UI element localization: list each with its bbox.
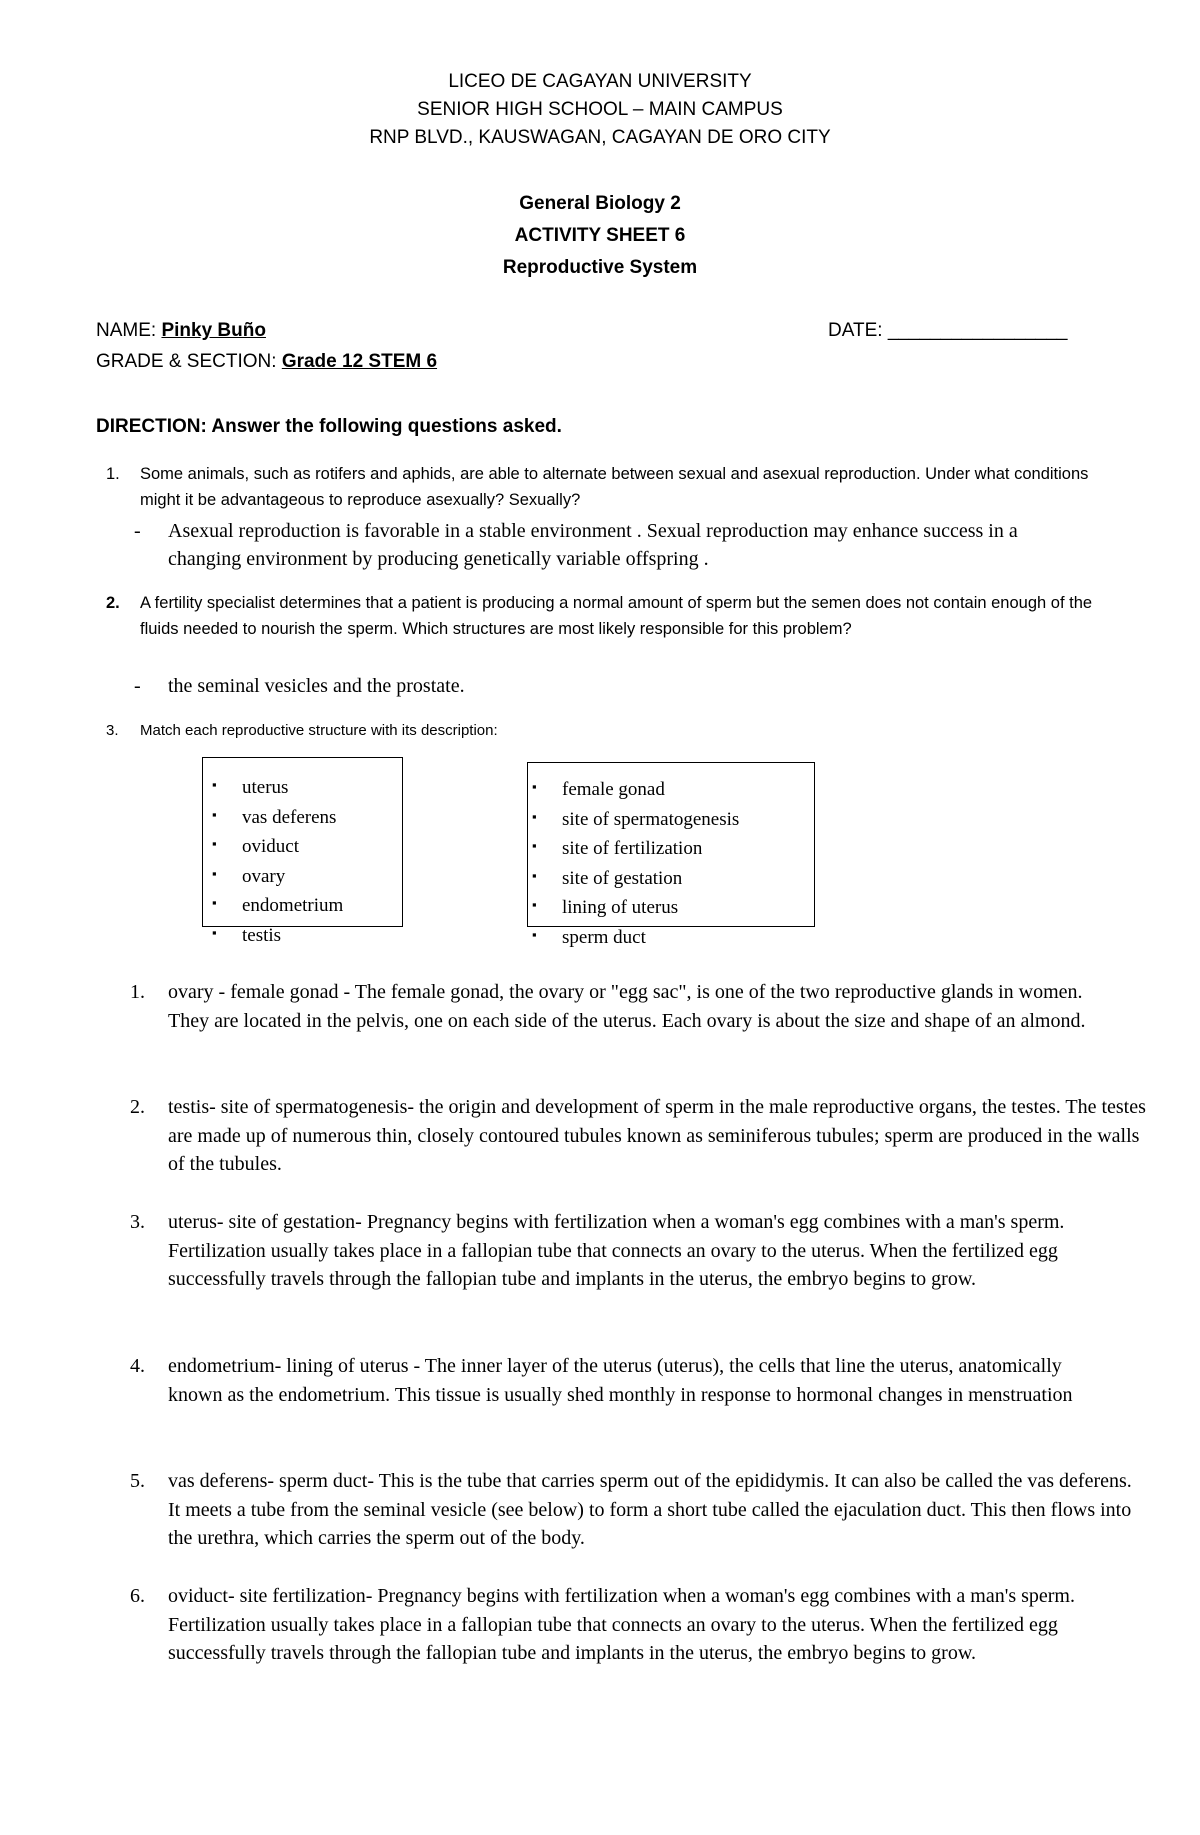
- structure-item: ▪ vas deferens: [212, 803, 343, 833]
- match-text: vas deferens- sperm duct- This is the tube that carries sperm out of the epididymis. It can also be called the vas deferens. It meets a tube from the seminal vesicle (see below) to form a short tube called the ejaculation duct. This then flows into the urethra, which carries the sperm out of the body.: [168, 1470, 1132, 1549]
- bullet-icon: ▪: [212, 806, 217, 822]
- question-text: Match each reproductive structure with its description:: [140, 722, 498, 739]
- structure-item: ▪ ovary: [212, 862, 343, 892]
- description-item: ▪ sperm duct: [532, 923, 739, 953]
- match-number: 5.: [130, 1470, 145, 1492]
- question-text: Some animals, such as rotifers and aphids, are able to alternate between sexual and asexual reproduction. Under what conditions might it be advantageous to reproduce asexually? Sexually?: [140, 465, 1089, 509]
- description-item: ▪ female gonad: [532, 775, 739, 805]
- question-number: 1.: [106, 465, 120, 483]
- bullet-icon: ▪: [532, 779, 537, 794]
- school-address: RNP BLVD., KAUSWAGAN, CAGAYAN DE ORO CITY: [369, 127, 831, 148]
- bullet-icon: ▪: [212, 895, 217, 910]
- answer-text: the seminal vesicles and the prostate.: [168, 675, 465, 697]
- structure-item: ▪ testis: [212, 921, 343, 951]
- match-answer-5: [130, 1467, 1140, 1553]
- school-header: [0, 68, 1200, 152]
- bullet-icon: ▪: [532, 926, 537, 942]
- match-number: 4.: [130, 1355, 145, 1377]
- match-number: 6.: [130, 1585, 145, 1607]
- question-number: 3.: [106, 722, 119, 739]
- description-item: ▪ site of gestation: [532, 864, 739, 894]
- match-text: uterus- site of gestation- Pregnancy begins with fertilization when a woman's egg combines with a man's sperm. Fertilization usually takes place in a fallopian tube that connects an ovary to the uterus. When the fertilized egg successfully travels through the fallopian tube and implants in the uterus, the embryo begins to grow.: [168, 1211, 1065, 1290]
- date-field: [828, 320, 1067, 342]
- description-item: ▪ site of spermatogenesis: [532, 805, 739, 835]
- question-2: [98, 590, 1118, 642]
- bullet-icon: ▪: [212, 865, 217, 881]
- subject-title: General Biology 2: [519, 193, 681, 214]
- match-text: testis- site of spermatogenesis- the origin and development of sperm in the male reproductive organs, the testes. The testes are made up of numerous thin, closely contoured tubules known as seminiferous tubules; sperm are produced in the walls of the tubules.: [168, 1096, 1146, 1175]
- bullet-icon: ▪: [532, 808, 537, 824]
- answer-text: Asexual reproduction is favorable in a stable environment . Sexual reproduction may enhance success in a changing environment by producing genetically variable offspring .: [168, 520, 1018, 570]
- answer-dash: -: [134, 675, 141, 697]
- match-answer-6: [130, 1582, 1140, 1668]
- name-label: NAME:: [96, 320, 162, 341]
- answer-2: [134, 672, 1134, 700]
- question-text: A fertility specialist determines that a patient is producing a normal amount of sperm but the semen does not contain enough of the fluids needed to nourish the sperm. Which structures are most likely responsible for this problem?: [140, 594, 1093, 638]
- bullet-icon: ▪: [212, 777, 217, 792]
- date-blank: _________________: [887, 320, 1068, 341]
- school-name: LICEO DE CAGAYAN UNIVERSITY: [448, 71, 752, 92]
- grade-value: Grade 12 STEM 6: [281, 351, 438, 372]
- name-field: [96, 320, 266, 342]
- bullet-icon: ▪: [532, 867, 537, 883]
- name-value: Pinky Buño: [161, 320, 266, 341]
- description-item: ▪ lining of uterus: [532, 893, 739, 923]
- match-answer-4: [130, 1352, 1120, 1409]
- question-1: [98, 461, 1118, 513]
- bullet-icon: ▪: [532, 838, 537, 853]
- structure-item: ▪ endometrium: [212, 891, 343, 921]
- activity-title: ACTIVITY SHEET 6: [514, 225, 686, 246]
- descriptions-list: [532, 775, 739, 952]
- question-3: [98, 718, 1118, 744]
- direction-text: DIRECTION: Answer the following questions asked.: [96, 416, 562, 437]
- match-answer-1: [130, 978, 1120, 1035]
- answer-1: [134, 517, 1074, 573]
- match-number: 1.: [130, 981, 145, 1003]
- structures-list: [212, 773, 343, 950]
- bullet-icon: ▪: [212, 924, 217, 940]
- match-text: ovary - female gonad - The female gonad, the ovary or "egg sac", is one of the two reproductive glands in women. They are located in the pelvis, one on each side of the uterus. Each ovary is about the size and shape of an almond.: [168, 981, 1086, 1032]
- answer-dash: -: [134, 520, 141, 542]
- question-number: 2.: [106, 594, 120, 612]
- match-text: oviduct- site fertilization- Pregnancy begins with fertilization when a woman's egg combines with a man's sperm. Fertilization usually takes place in a fallopian tube that connects an ovary to the uterus. When the fertilized egg successfully travels through the fallopian tube and implants in the uterus, the embryo begins to grow.: [168, 1585, 1075, 1664]
- structure-item: ▪ oviduct: [212, 832, 343, 862]
- activity-title-block: [0, 188, 1200, 284]
- structure-item: ▪ uterus: [212, 773, 343, 803]
- bullet-icon: ▪: [212, 836, 217, 851]
- topic-title: Reproductive System: [502, 257, 698, 278]
- bullet-icon: ▪: [532, 897, 537, 912]
- match-number: 2.: [130, 1096, 145, 1118]
- date-label: DATE:: [828, 320, 888, 341]
- description-item: ▪ site of fertilization: [532, 834, 739, 864]
- match-answer-2: [130, 1093, 1150, 1179]
- match-number: 3.: [130, 1211, 145, 1233]
- grade-section-field: [96, 351, 437, 373]
- match-text: endometrium- lining of uterus - The inner layer of the uterus (uterus), the cells that line the uterus, anatomically known as the endometrium. This tissue is usually shed monthly in response to hormonal changes in menstruation: [168, 1355, 1073, 1406]
- grade-label: GRADE & SECTION:: [96, 351, 282, 372]
- campus-name: SENIOR HIGH SCHOOL – MAIN CAMPUS: [417, 99, 783, 120]
- match-answer-3: [130, 1208, 1140, 1294]
